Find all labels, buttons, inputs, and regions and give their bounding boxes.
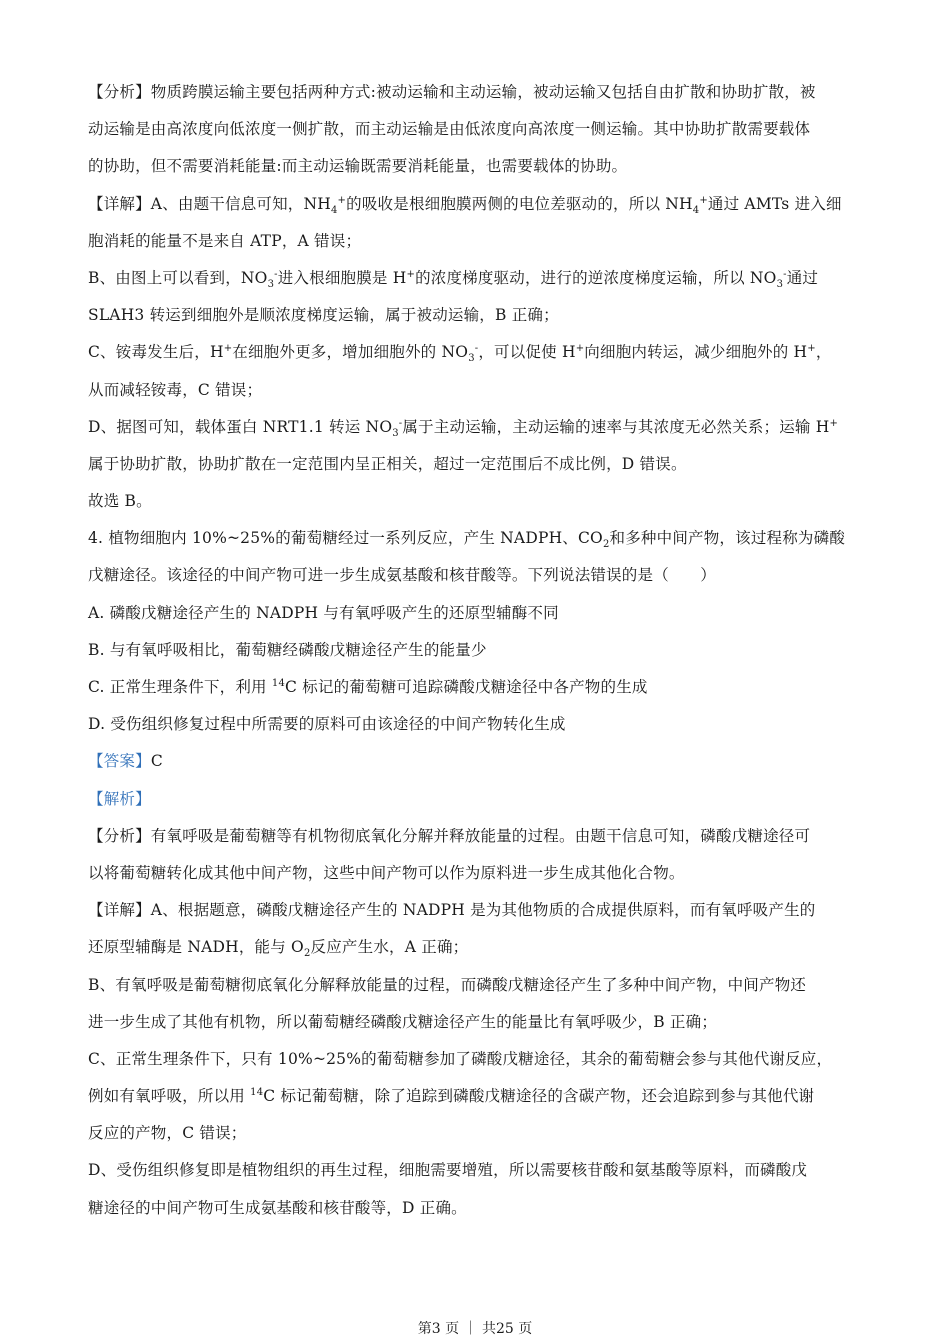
question-stem: 4. 植物细胞内 10%~25%的葡萄糖经过一系列反应，产生 NADPH、$CO_2$和多种中间产物，该过程称为磷酸 [88,529,846,551]
document-body [88,74,866,1227]
text-line: 动运输是由高浓度向低浓度一侧扩散，而主动运输是由低浓度向高浓度一侧运输。其中协助扩散需要载体 [88,120,811,139]
text-line: 【分析】物质跨膜运输主要包括两种方式:被动运输和主动运输，被动运输又包括自由扩散和协助扩散，被 [88,83,816,101]
option-c: C. 正常生理条件下，利用 $^{14}$C 标记的葡萄糖可追踪磷酸戊糖途径中各产物的生成 [88,677,648,696]
text-line: B、有氧呼吸是葡萄糖彻底氧化分解释放能量的过程，而磷酸戊糖途径产生了多种中间产物，中间产物还 [88,975,807,994]
text-line: 【详解】A、根据题意，磷酸戊糖途径产生的 NADPH 是为其他物质的合成提供原料，而有氧呼吸产生的 [88,901,816,920]
text-line: 例如有氧呼吸，所以用 $^{14}$C 标记葡萄糖，除了追踪到磷酸戊糖途径的含碳产物，还会追踪到参与其他代谢 [88,1086,815,1106]
text-line: 还原型辅酶是 NADH，能与 $O_2$反应产生水，A 正确； [88,938,469,960]
option-a: A. 磷酸戊糖途径产生的 NADPH 与有氧呼吸产生的还原型辅酶不同 [88,603,559,622]
text-line: 胞消耗的能量不是来自 ATP，A 错误； [88,231,362,250]
text-line: 属于协助扩散，协助扩散在一定范围内呈正相关，超过一定范围后不成比例，D 错误。 [88,454,687,473]
text-line: SLAH3 转运到细胞外是顺浓度梯度运输，属于被动运输，B 正确； [88,306,559,325]
text-line: 糖途径的中间产物可生成氨基酸和核苷酸等，D 正确。 [88,1198,467,1217]
question-stem: 戊糖途径。该途径的中间产物可进一步生成氨基酸和核苷酸等。下列说法错误的是（ ） [88,566,717,585]
text-line: 故选 B。 [88,492,152,511]
option-d: D. 受伤组织修复过程中所需要的原料可由该途径的中间产物转化生成 [88,715,566,734]
text-line: 从而减轻铵毒，C 错误； [88,380,263,399]
text-line: 进一步生成了其他有机物，所以葡萄糖经磷酸戊糖途径产生的能量比有氧呼吸少，B 正确； [88,1012,718,1031]
answer-line [88,743,866,780]
text-line: 的协助，但不需要消耗能量:而主动运输既需要消耗能量，也需要载体的协助。 [88,157,628,176]
text-line: D、受伤组织修复即是植物组织的再生过程，细胞需要增殖，所以需要核苷酸和氨基酸等原料，而磷酸戊 [88,1161,808,1180]
text-line: 【分析】有氧呼吸是葡萄糖等有机物彻底氧化分解并释放能量的过程。由题干信息可知，磷酸戊糖途径可 [88,826,811,845]
text-line: D、据图可知，载体蛋白 NRT1.1 转运 $NO_3^-$属于主动运输，主动运输的速率与其浓度无必然关系；运输 H+ [88,417,839,439]
answer-value: C [150,752,163,771]
text-line: 以将葡萄糖转化成其他中间产物，这些中间产物可以作为原料进一步生成其他化合物。 [88,863,685,882]
analysis-label: 【解析】 [88,789,151,808]
text-line: B、由图上可以看到，$NO_3^-$进入根细胞膜是 H+的浓度梯度驱动，进行的逆浓度梯度运输，所以 $NO_3^-$通过 [88,268,819,291]
text-line: 反应的产物，C 错误； [88,1124,247,1143]
text-line: 【详解】A、由题干信息可知，$NH_4^+$的吸收是根细胞膜两侧的电位差驱动的，所以 $NH_4^+$通过 AMTs 进入细 [88,194,842,216]
text-line: C、正常生理条件下，只有 10%~25%的葡萄糖参加了磷酸戊糖途径，其余的葡萄糖会参与其他代谢反应， [88,1049,833,1068]
text-line: C、铵毒发生后，H+在细胞外更多，增加细胞外的 $NO_3^-$，可以促使 H+向细胞内转运，减少细胞外的 H+， [88,343,832,365]
page-footer: 第3 页 ｜ 共25 页 [417,1321,533,1337]
option-b: B. 与有氧呼吸相比，葡萄糖经磷酸戊糖途径产生的能量少 [88,640,487,659]
answer-label: 【答案】 [88,752,151,771]
